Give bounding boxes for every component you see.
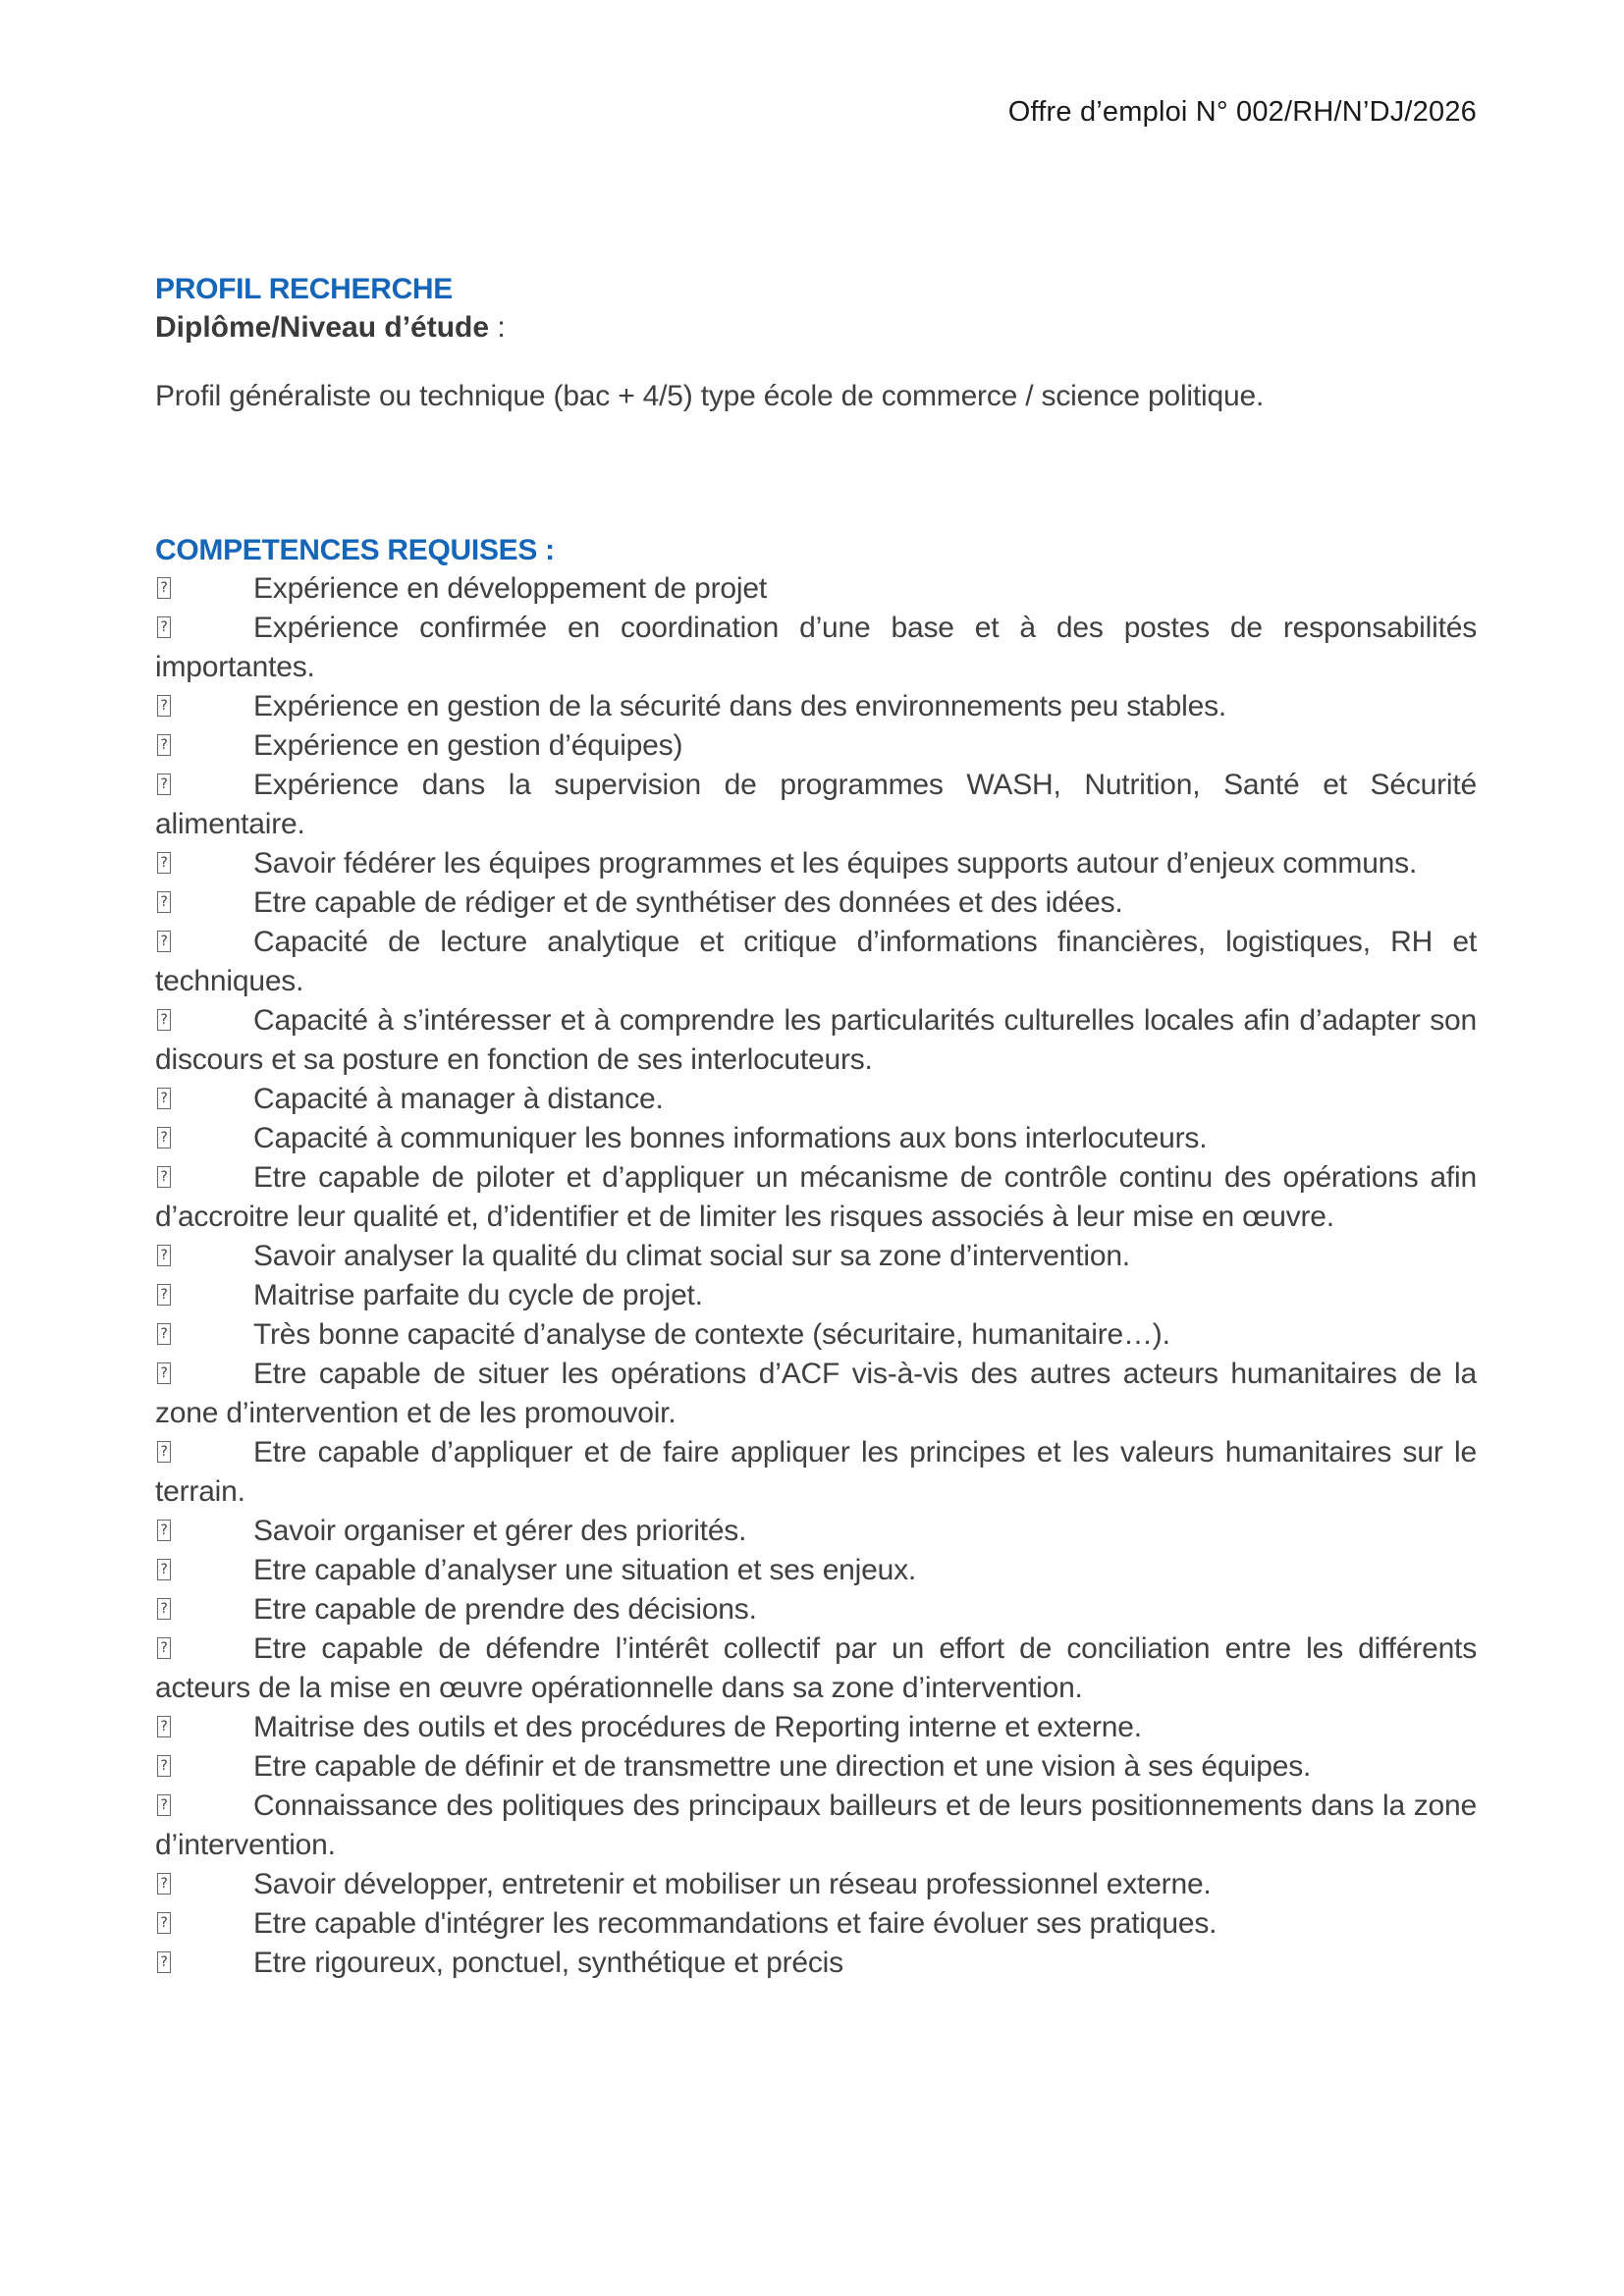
competence-text: Capacité de lecture analytique et critique d’informations financières, logistiques, RH et techniques. — [155, 926, 1477, 997]
missing-glyph-bullet-icon: ? — [157, 616, 171, 638]
competence-list-item — [155, 1001, 1477, 1080]
competence-list-item — [155, 687, 1477, 726]
competences-section-title: COMPETENCES REQUISES : — [155, 534, 555, 566]
job-offer-reference: Offre d’emploi N° 002/RH/N’DJ/2026 — [1007, 96, 1477, 128]
missing-glyph-bullet-icon: ? — [157, 1873, 171, 1895]
competence-list-item — [155, 844, 1477, 883]
competence-list-item — [155, 1904, 1477, 1944]
diploma-label: Diplôme/Niveau d’étude — [155, 311, 490, 344]
missing-glyph-bullet-icon: ? — [157, 931, 171, 952]
missing-glyph-bullet-icon: ? — [157, 1520, 171, 1541]
competence-list-item — [155, 609, 1477, 687]
competence-text: Capacité à s’intéresser et à comprendre les particularités culturelles locales afin d’adapter son discours et sa posture en fonction de ses interlocuteurs. — [155, 1004, 1477, 1076]
competence-list-item — [155, 1158, 1477, 1237]
diploma-description: Profil généraliste ou technique (bac + 4/5) type école de commerce / science politique. — [155, 380, 1265, 412]
document-content — [155, 271, 1477, 1983]
competence-text: Capacité à communiquer les bonnes informations aux bons interlocuteurs. — [253, 1122, 1208, 1154]
missing-glyph-bullet-icon: ? — [157, 1951, 171, 1973]
competence-list-item — [155, 1787, 1477, 1865]
missing-glyph-bullet-icon: ? — [157, 1009, 171, 1031]
competence-text: Etre capable d’analyser une situation et ses enjeux. — [253, 1554, 917, 1586]
diploma-separator: : — [489, 311, 506, 344]
profil-section-title: PROFIL RECHERCHE — [155, 273, 454, 305]
missing-glyph-bullet-icon: ? — [157, 1127, 171, 1148]
missing-glyph-bullet-icon: ? — [157, 1716, 171, 1737]
competence-text: Savoir organiser et gérer des priorités. — [253, 1515, 747, 1547]
competence-list-item — [155, 1237, 1477, 1276]
competence-list-item — [155, 766, 1477, 844]
missing-glyph-bullet-icon: ? — [157, 734, 171, 756]
competence-list-item — [155, 1944, 1477, 1983]
competence-list-item — [155, 726, 1477, 766]
competence-text: Savoir développer, entretenir et mobiliser un réseau professionnel externe. — [253, 1868, 1212, 1900]
missing-glyph-bullet-icon: ? — [157, 1794, 171, 1816]
competence-list-item — [155, 1865, 1477, 1904]
competence-text: Etre capable de prendre des décisions. — [253, 1593, 757, 1626]
missing-glyph-bullet-icon: ? — [157, 1245, 171, 1266]
missing-glyph-bullet-icon: ? — [157, 695, 171, 717]
competence-text: Etre capable d’appliquer et de faire appliquer les principes et les valeurs humanitaires sur le terrain. — [155, 1436, 1477, 1508]
competence-list-item — [155, 1276, 1477, 1315]
competence-text: Expérience en développement de projet — [253, 572, 767, 605]
competence-list-item — [155, 1708, 1477, 1747]
competence-list-item — [155, 1551, 1477, 1590]
competence-text: Etre capable de défendre l’intérêt collectif par un effort de conciliation entre les différents acteurs de la mise en œuvre opérationnelle dans sa zone d’intervention. — [155, 1632, 1477, 1704]
competence-list-item — [155, 1433, 1477, 1512]
competence-text: Etre capable de rédiger et de synthétiser des données et des idées. — [253, 886, 1123, 919]
missing-glyph-bullet-icon: ? — [157, 1362, 171, 1384]
competence-list-item — [155, 1512, 1477, 1551]
missing-glyph-bullet-icon: ? — [157, 1441, 171, 1463]
missing-glyph-bullet-icon: ? — [157, 1284, 171, 1306]
competence-text: Etre capable d'intégrer les recommandations et faire évoluer ses pratiques. — [253, 1907, 1218, 1940]
competence-text: Savoir analyser la qualité du climat social sur sa zone d’intervention. — [253, 1240, 1130, 1272]
competence-text: Etre capable de définir et de transmettre une direction et une vision à ses équipes. — [253, 1750, 1312, 1783]
missing-glyph-bullet-icon: ? — [157, 852, 171, 874]
competence-text: Etre capable de piloter et d’appliquer un mécanisme de contrôle continu des opérations afin d’accroitre leur qualité et, d’identifier et de limiter les risques associés à leur mise en œuvre. — [155, 1161, 1477, 1233]
competences-list — [155, 569, 1477, 1983]
competence-text: Très bonne capacité d’analyse de contexte (sécuritaire, humanitaire…). — [253, 1318, 1170, 1351]
competence-text: Etre capable de situer les opérations d’ACF vis-à-vis des autres acteurs humanitaires de la zone d’intervention et de les promouvoir. — [155, 1358, 1477, 1429]
competence-list-item — [155, 1355, 1477, 1433]
competence-text: Expérience confirmée en coordination d’une base et à des postes de responsabilités importantes. — [155, 612, 1477, 683]
diploma-label-line — [155, 308, 1477, 347]
competence-text: Capacité à manager à distance. — [253, 1083, 664, 1115]
competence-list-item — [155, 1590, 1477, 1629]
competence-list-item — [155, 1747, 1477, 1787]
competence-text: Connaissance des politiques des principaux bailleurs et de leurs positionnements dans la zone d’intervention. — [155, 1789, 1477, 1861]
competence-text: Expérience en gestion de la sécurité dans des environnements peu stables. — [253, 690, 1227, 722]
missing-glyph-bullet-icon: ? — [157, 577, 171, 599]
competence-list-item — [155, 1119, 1477, 1158]
competence-list-item — [155, 1315, 1477, 1355]
competence-text: Maitrise parfaite du cycle de projet. — [253, 1279, 703, 1311]
missing-glyph-bullet-icon: ? — [157, 1559, 171, 1580]
competence-text: Maitrise des outils et des procédures de Reporting interne et externe. — [253, 1711, 1142, 1743]
competence-list-item — [155, 1629, 1477, 1708]
missing-glyph-bullet-icon: ? — [157, 1912, 171, 1934]
competence-text: Etre rigoureux, ponctuel, synthétique et précis — [253, 1947, 843, 1979]
competence-list-item — [155, 883, 1477, 923]
competence-list-item — [155, 1080, 1477, 1119]
competence-list-item — [155, 923, 1477, 1001]
competence-text: Expérience dans la supervision de programmes WASH, Nutrition, Santé et Sécurité alimentaire. — [155, 769, 1477, 840]
missing-glyph-bullet-icon: ? — [157, 1166, 171, 1188]
missing-glyph-bullet-icon: ? — [157, 1637, 171, 1659]
missing-glyph-bullet-icon: ? — [157, 1323, 171, 1345]
missing-glyph-bullet-icon: ? — [157, 1755, 171, 1777]
missing-glyph-bullet-icon: ? — [157, 1598, 171, 1620]
missing-glyph-bullet-icon: ? — [157, 1088, 171, 1109]
missing-glyph-bullet-icon: ? — [157, 891, 171, 913]
competence-text: Savoir fédérer les équipes programmes et les équipes supports autour d’enjeux communs. — [253, 847, 1418, 880]
competence-text: Expérience en gestion d’équipes) — [253, 729, 683, 762]
missing-glyph-bullet-icon: ? — [157, 774, 171, 795]
competence-list-item — [155, 569, 1477, 609]
